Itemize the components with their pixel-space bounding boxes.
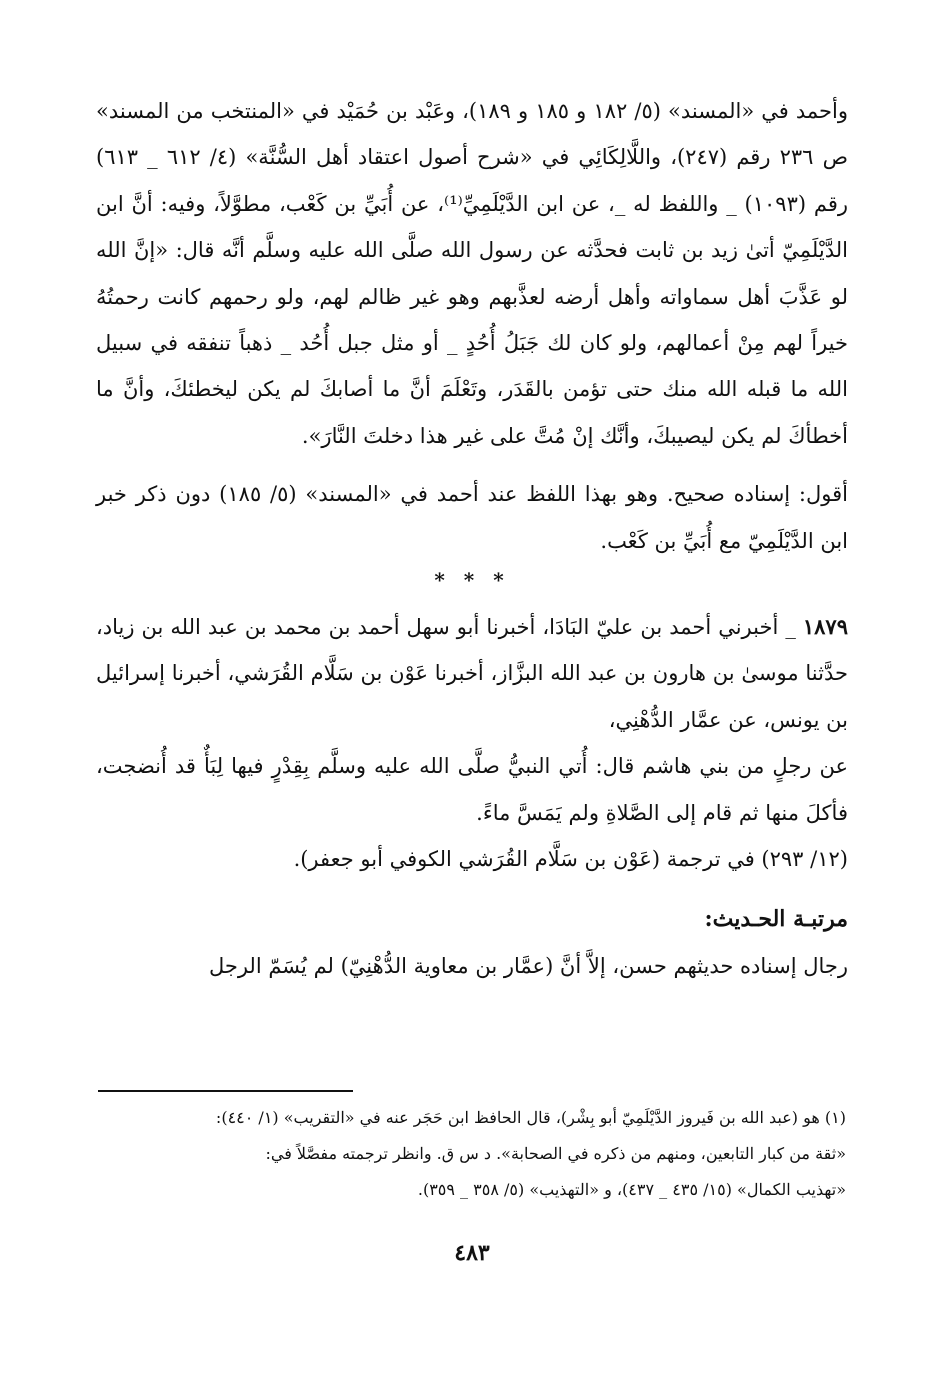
hadith-isnad: _ أخبرني أحمد بن عليّ البَادَا، أخبرنا أبو سهل أحمد بن محمد بن عبد الله بن زياد، حدَّثنا موسىٰ بن هارون بن عبد الله البزَّاز، أخبرنا عَوْن بن سَلَّام القُرَشي، أخبرنا إسرائيل بن يونس، عن عمَّار الدُّهْنِي، xyxy=(96,615,848,732)
main-text xyxy=(96,88,848,989)
paragraph-grading: أقول: إسناده صحيح. وهو بهذا اللفظ عند أحمد في «المسند» (٥/ ١٨٥) دون ذكر خبر ابن الدَّيْلَمِيّ مع أُبَيِّ بن كَعْب. xyxy=(96,482,848,553)
page-number: ٤٨٣ xyxy=(454,1240,490,1266)
footnotes xyxy=(96,1100,846,1208)
footnote-line: «ثقة من كبار التابعين، ومنهم من ذكره في الصحابة». د س ق. وانظر ترجمته مفصَّلاً في: xyxy=(265,1144,846,1163)
paragraph-takhrij: وأحمد في «المسند» (٥/ ١٨٢ و ١٨٥ و ١٨٩)، وعَبْد بن حُمَيْد في «المنتخب من المسند» ص ٢٣٦ رقم (٢٤٧)، واللَّالِكَائِي في «شرح أصول اعتقاد أهل السُّنَّة» (٤/ ٦١٢ _ ٦١٣) رقم (١٠٩٣) _ واللفظ له _، عن ابن الدَّيْلَمِيِّ⁽¹⁾، عن أُبَيِّ بن كَعْب، مطوَّلاً، وفيه: أنَّ ابن الدَّيْلَمِيّ أتىٰ زيد بن ثابت فحدَّثه عن رسول الله صلَّى الله عليه وسلَّم أنَّه قال: «إنَّ الله لو عَذَّبَ أهل سماواته وأهل أرضه لعذَّبهم وهو غير ظالم لهم، ولو رحمهم كانت رحمتُهُ خيراً لهم مِنْ أعمالهم، ولو كان لك جَبَلُ أُحُدٍ _ أو مثل جبل أُحُد _ ذهباً تنفقه في سبيل الله ما قبله الله منك حتى تؤمن بالقَدَر، وتَعْلَمَ أنَّ ما أصابكَ لم يكن ليخطئكَ، وأنَّ ما أخطأكَ لم يكن ليصيبكَ، وأنَّك إنْ مُتَّ على غير هذا دخلتَ النَّارَ». xyxy=(96,99,849,448)
footnote-divider xyxy=(98,1090,353,1092)
hadith-paragraph xyxy=(96,604,848,743)
hadith-source: (١٢/ ٢٩٣) في ترجمة (عَوْن بن سَلَّام القُرَشي الكوفي أبو جعفر). xyxy=(293,847,848,872)
hadith-number: ١٨٧٩ xyxy=(802,614,848,640)
section-title: مرتبـة الحـديث: xyxy=(704,905,848,932)
section-separator: * * * xyxy=(434,568,510,593)
footnote-line: (١) هو (عبد الله بن فَيروز الدَّيْلَمِيّ أبو بِشْر)، قال الحافظ ابن حَجَر عنه في «التقريب» (١/ ٤٤٠): xyxy=(215,1108,846,1127)
footnote-line: «تهذيب الكمال» (١٥/ ٤٣٥ _ ٤٣٧)، و «التهذيب» (٥/ ٣٥٨ _ ٣٥٩). xyxy=(417,1180,846,1199)
paragraph-ruling: رجال إسناده حديثهم حسن، إلاَّ أنَّ (عمَّار بن معاوية الدُّهْنِيّ) لم يُسَمّ الرجل xyxy=(208,953,848,978)
hadith-matn: عن رجلٍ من بني هاشم قال: أُتي النبيُّ صلَّى الله عليه وسلَّم بِقِدْرٍ فيها لِبَأٌ قد أُنضجت، فأكلَ منها ثم قام إلى الصَّلاةِ ولم يَمَسَّ ماءً. xyxy=(96,754,848,825)
